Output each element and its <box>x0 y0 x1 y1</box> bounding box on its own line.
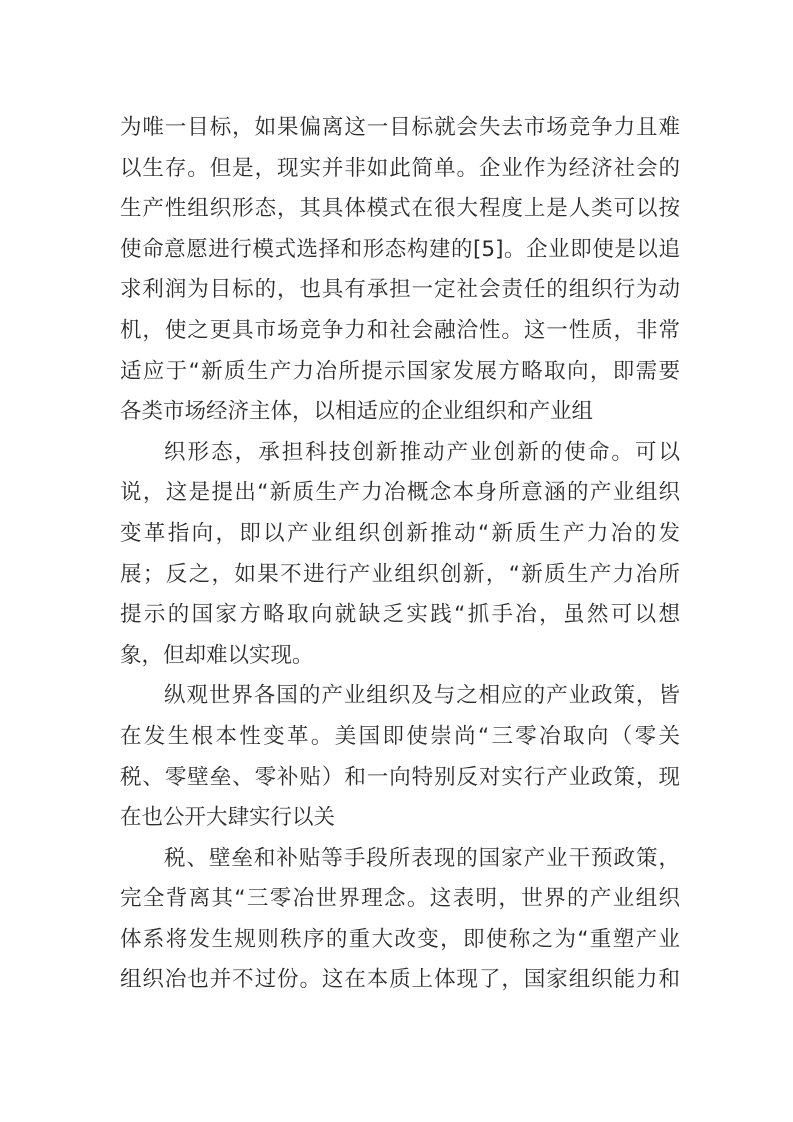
text-line: 机，使之更具市场竞争力和社会融洽性。这一性质，非常 <box>120 317 680 343</box>
text-line: 完全背离其“三零冶世界理念。这表明，世界的产业组织 <box>120 886 680 912</box>
text-line: 适应于“新质生产力冶所提示国家发展方略取向，即需要 <box>120 358 680 384</box>
text-line: 在也公开大肆实行以关 <box>120 805 336 831</box>
text-line: 象，但却难以实现。 <box>120 642 314 668</box>
text-line: 为唯一目标，如果偏离这一目标就会失去市场竞争力且难 <box>120 115 680 140</box>
text-line: 变革指向，即以产业组织创新推动“新质生产力冶的发 <box>120 520 680 546</box>
text-line: 说，这是提出“新质生产力冶概念本身所意涵的产业组织 <box>120 480 680 506</box>
text-line: 提示的国家方略取向就缺乏实践“抓手冶，虽然可以想 <box>120 602 680 628</box>
text-line: 在发生根本性变革。美国即使崇尚“三零冶取向（零关 <box>120 723 680 749</box>
body-text <box>120 108 680 1001</box>
text-line: 以生存。但是，现实并非如此简单。企业作为经济社会的 <box>120 155 680 181</box>
text-line: 体系将发生规则秩序的重大改变，即使称之为“重塑产业 <box>120 926 680 952</box>
paragraph-first-line: 税、壁垒和补贴等手段所表现的国家产业干预政策， <box>164 845 680 871</box>
text-line: 各类市场经济主体，以相适应的企业组织和产业组 <box>120 399 594 425</box>
text-line: 税、零壁垒、零补贴）和一向特别反对实行产业政策，现 <box>120 764 680 790</box>
text-line: 组织冶也并不过份。这在本质上体现了，国家组织能力和 <box>120 967 680 993</box>
paragraph-first-line: 纵观世界各国的产业组织及与之相应的产业政策，皆 <box>164 683 680 709</box>
paragraph-first-line: 织形态，承担科技创新推动产业创新的使命。可以 <box>164 439 680 465</box>
text-line: 生产性组织形态，其具体模式在很大程度上是人类可以按 <box>120 196 680 222</box>
text-line: 使命意愿进行模式选择和形态构建的[5]。企业即使是以追 <box>120 236 680 262</box>
text-line: 展；反之，如果不进行产业组织创新，“新质生产力冶所 <box>120 561 680 587</box>
text-line: 求利润为目标的，也具有承担一定社会责任的组织行为动 <box>120 277 680 303</box>
